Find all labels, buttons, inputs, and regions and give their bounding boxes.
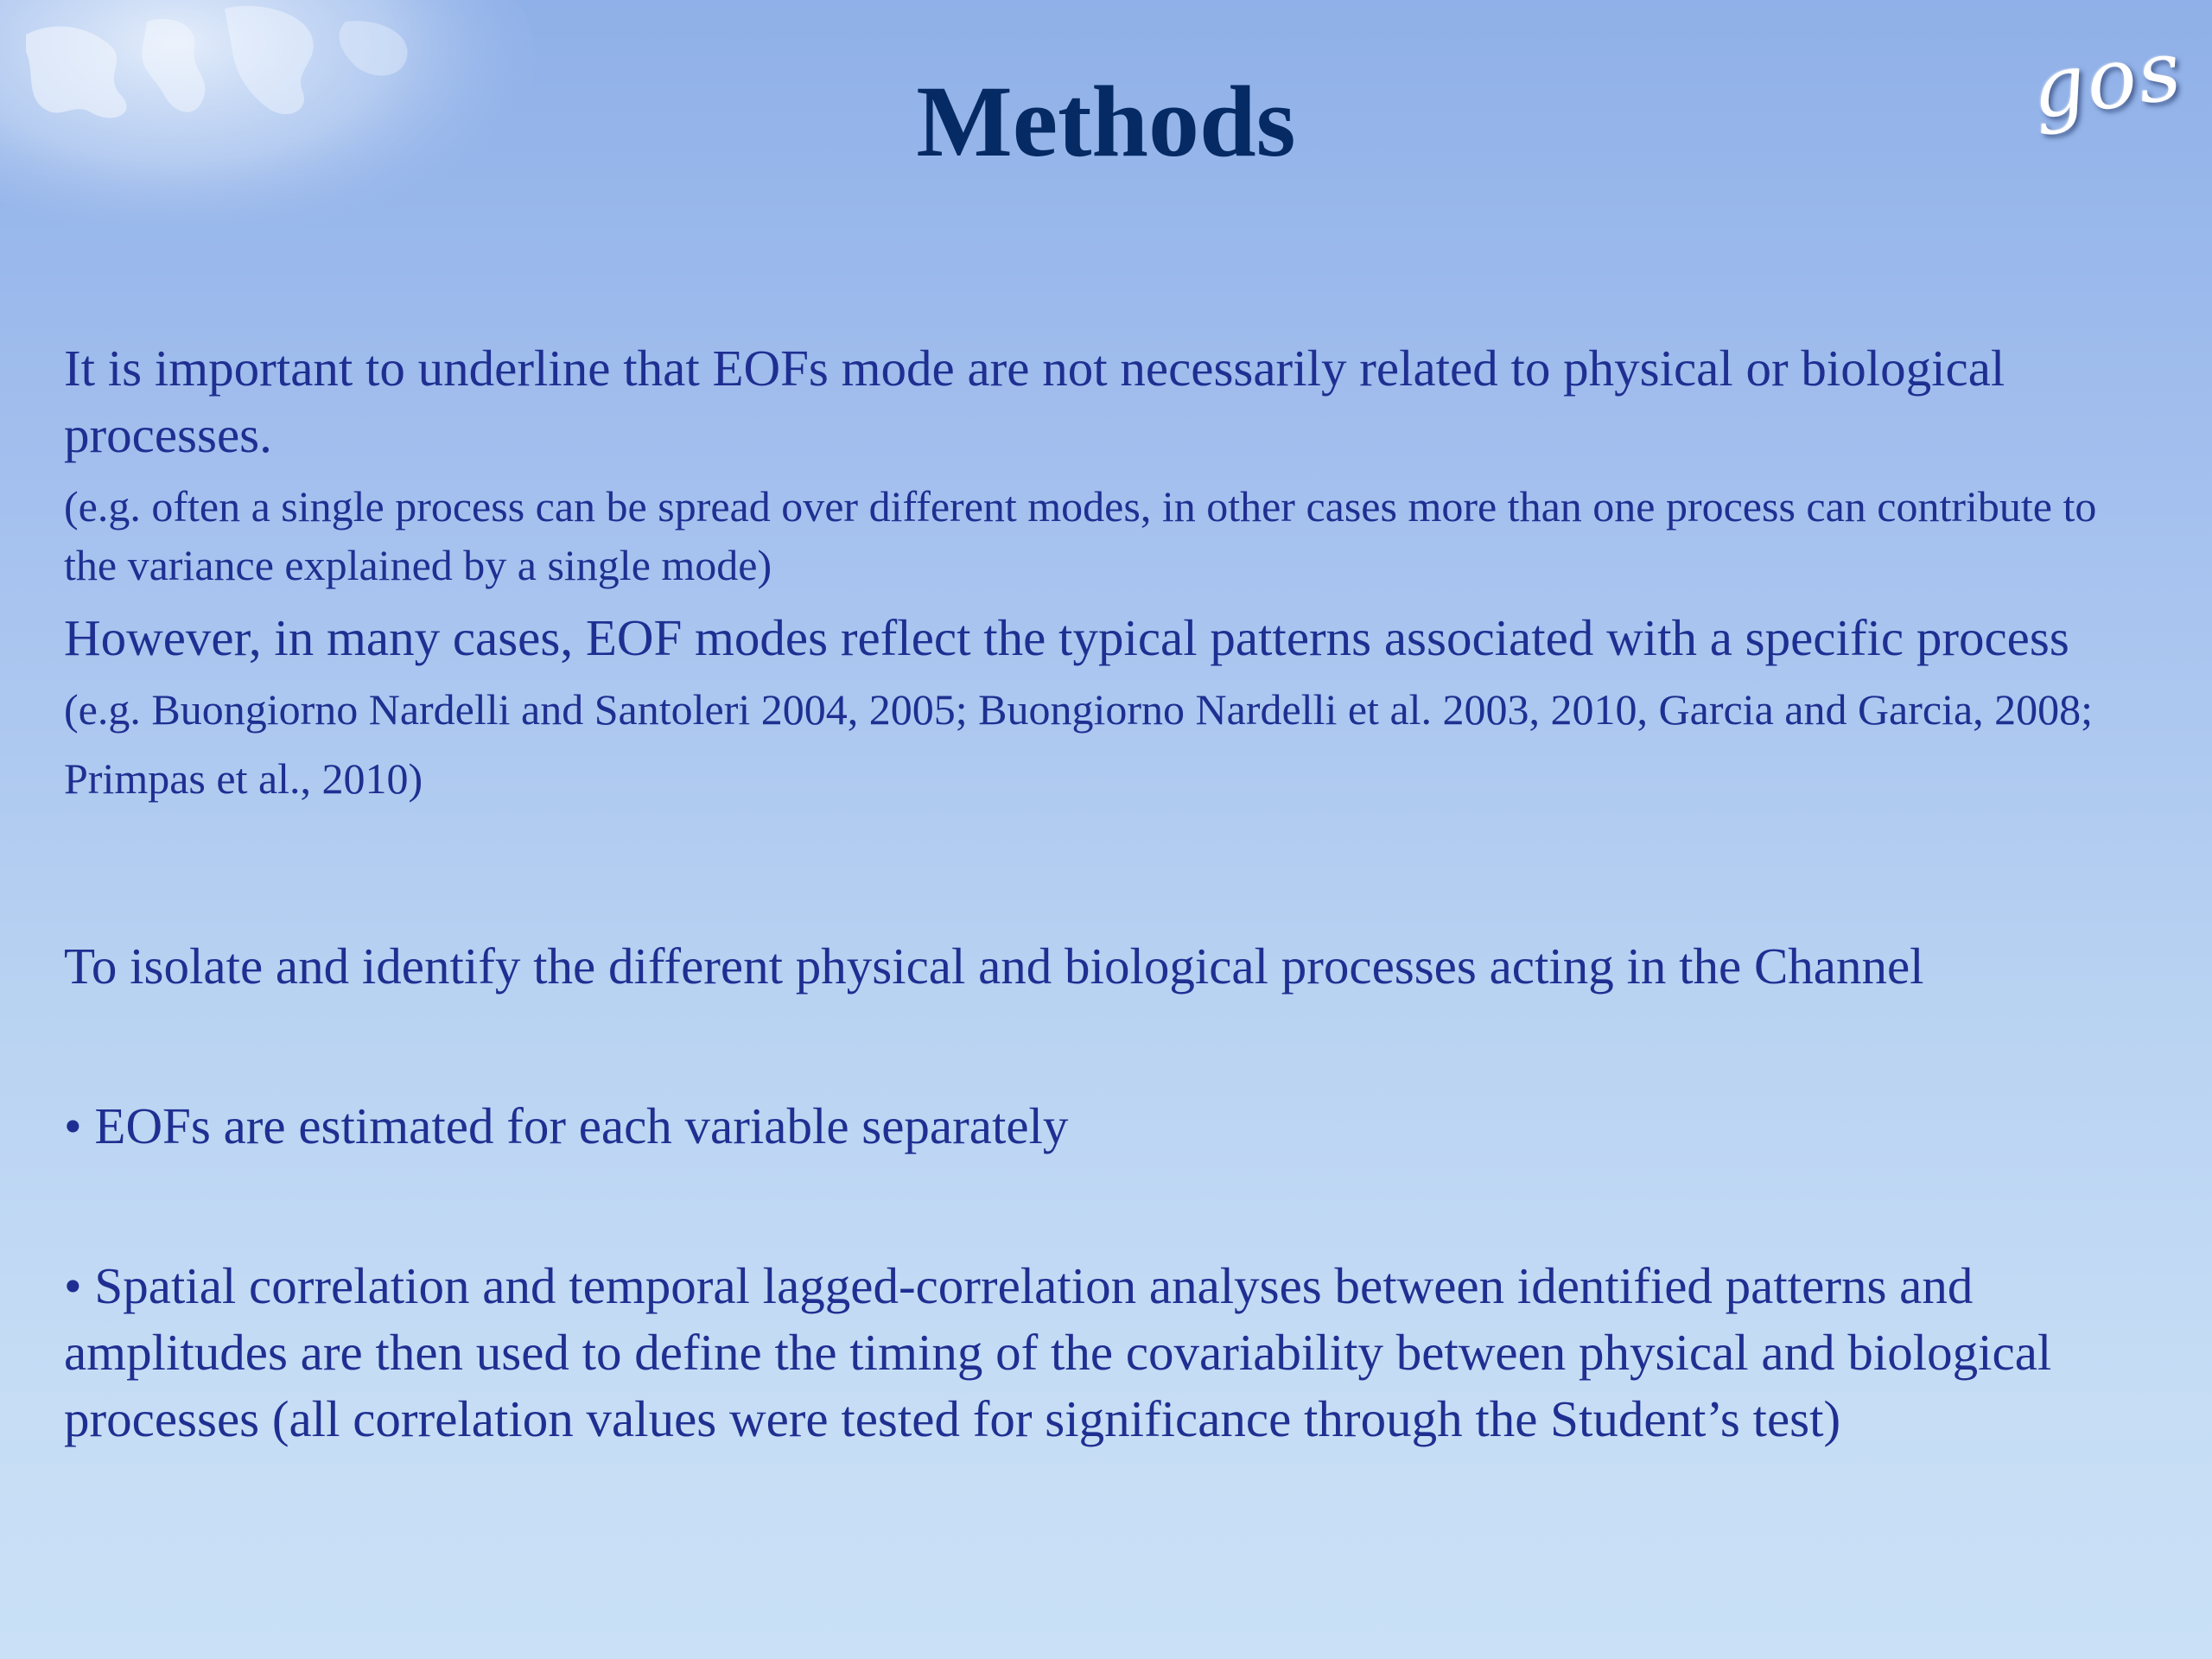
paragraph-however <box>64 605 2155 812</box>
paragraph-objective: To isolate and identify the different physical and biological processes acting in the Channel <box>64 938 1924 995</box>
bullet-eof-estimation: • EOFs are estimated for each variable separately <box>64 1097 1069 1154</box>
paragraph-example: (e.g. often a single process can be spread over different modes, in other cases more than one process can contribute to the variance explained by a single mode) <box>64 482 2097 589</box>
bullet-correlation-analysis: • Spatial correlation and temporal lagged-correlation analyses between identified patterns and amplitudes are then used to define the timing of the covariability between physical and biological processes (all correlation values were tested for significance through the Student’s test) <box>64 1257 2052 1447</box>
paragraph-however-references: (e.g. Buongiorno Nardelli and Santoleri 2004, 2005; Buongiorno Nardelli et al. 2003, 2010, Garcia and Garcia, 2008; Primpas et al., 2010) <box>64 685 2094 803</box>
slide-title: Methods <box>916 65 1296 178</box>
slide-body <box>64 335 2155 1452</box>
paragraph-eof-note: It is important to underline that EOFs mode are not necessarily related to physical or biological processes. <box>64 340 2005 463</box>
paragraph-however-main: However, in many cases, EOF modes reflect the typical patterns associated with a specific process <box>64 609 2069 666</box>
gos-logo: gos <box>2025 21 2189 138</box>
